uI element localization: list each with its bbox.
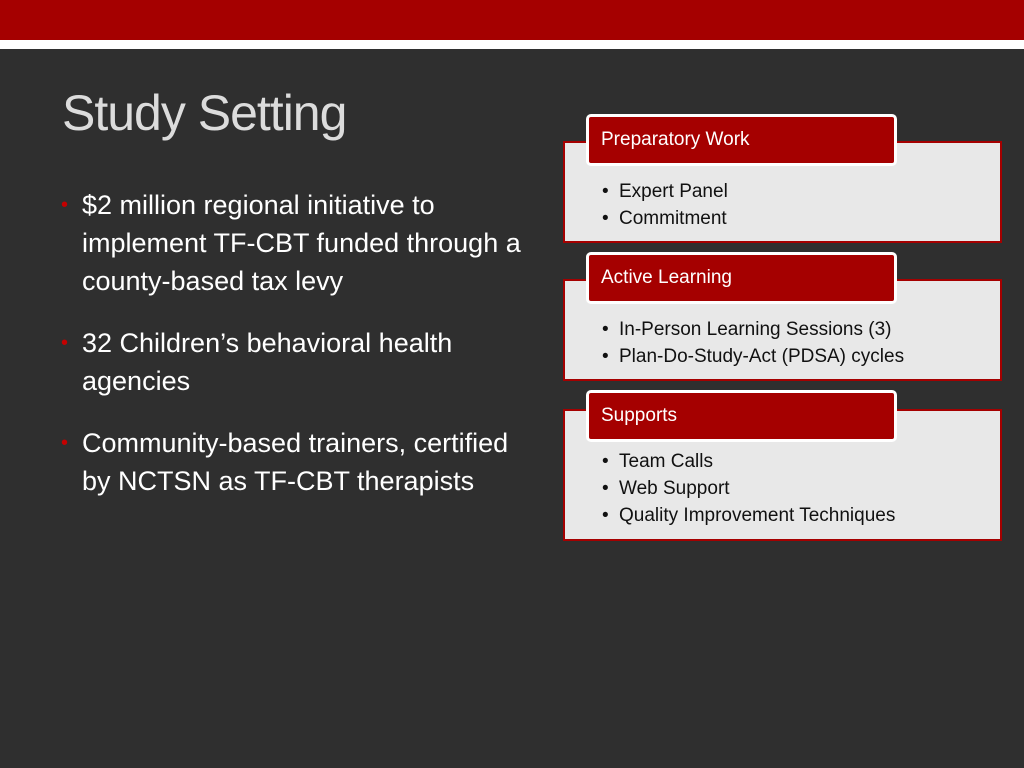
group-item-text: Expert Panel (619, 181, 728, 202)
bullet-text: 32 Children’s behavioral health agencies (82, 328, 453, 396)
item-marker: • (602, 478, 609, 499)
top-accent-band (0, 0, 1024, 40)
group-item-text: Plan-Do-Study-Act (PDSA) cycles (619, 346, 905, 367)
group-active-learning (563, 252, 1006, 382)
bullet-marker: • (61, 194, 69, 216)
item-marker: • (602, 319, 609, 340)
group-item-list (602, 178, 728, 232)
group-item-text: Commitment (619, 208, 727, 229)
item-marker: • (602, 505, 609, 526)
group-item (602, 502, 895, 529)
group-item (602, 343, 904, 370)
group-item (602, 316, 904, 343)
group-item (602, 448, 895, 475)
item-marker: • (602, 346, 609, 367)
item-marker: • (602, 208, 609, 229)
group-header: Supports (586, 390, 897, 442)
group-item-text: Quality Improvement Techniques (619, 505, 896, 526)
bullet-item (58, 186, 538, 300)
group-item-text: Team Calls (619, 451, 713, 472)
bullet-text: $2 million regional initiative to implement TF-CBT funded through a county-based tax levy (82, 190, 521, 296)
item-marker: • (602, 181, 609, 202)
group-item-list (602, 448, 895, 529)
group-preparatory-work (563, 114, 1006, 244)
group-header: Preparatory Work (586, 114, 897, 166)
group-item (602, 178, 728, 205)
bullet-marker: • (61, 332, 69, 354)
group-header: Active Learning (586, 252, 897, 304)
group-item (602, 475, 895, 502)
bullet-item (58, 324, 538, 400)
group-item (602, 205, 728, 232)
top-white-rule (0, 40, 1024, 49)
group-item-list (602, 316, 904, 370)
slide-title: Study Setting (62, 85, 347, 141)
bullet-item (58, 424, 538, 500)
bullet-list (58, 186, 538, 524)
group-item-text: Web Support (619, 478, 730, 499)
bullet-text: Community-based trainers, certified by NCTSN as TF-CBT therapists (82, 428, 509, 496)
group-item-text: In-Person Learning Sessions (3) (619, 319, 892, 340)
bullet-marker: • (61, 432, 69, 454)
group-supports (563, 390, 1006, 542)
item-marker: • (602, 451, 609, 472)
